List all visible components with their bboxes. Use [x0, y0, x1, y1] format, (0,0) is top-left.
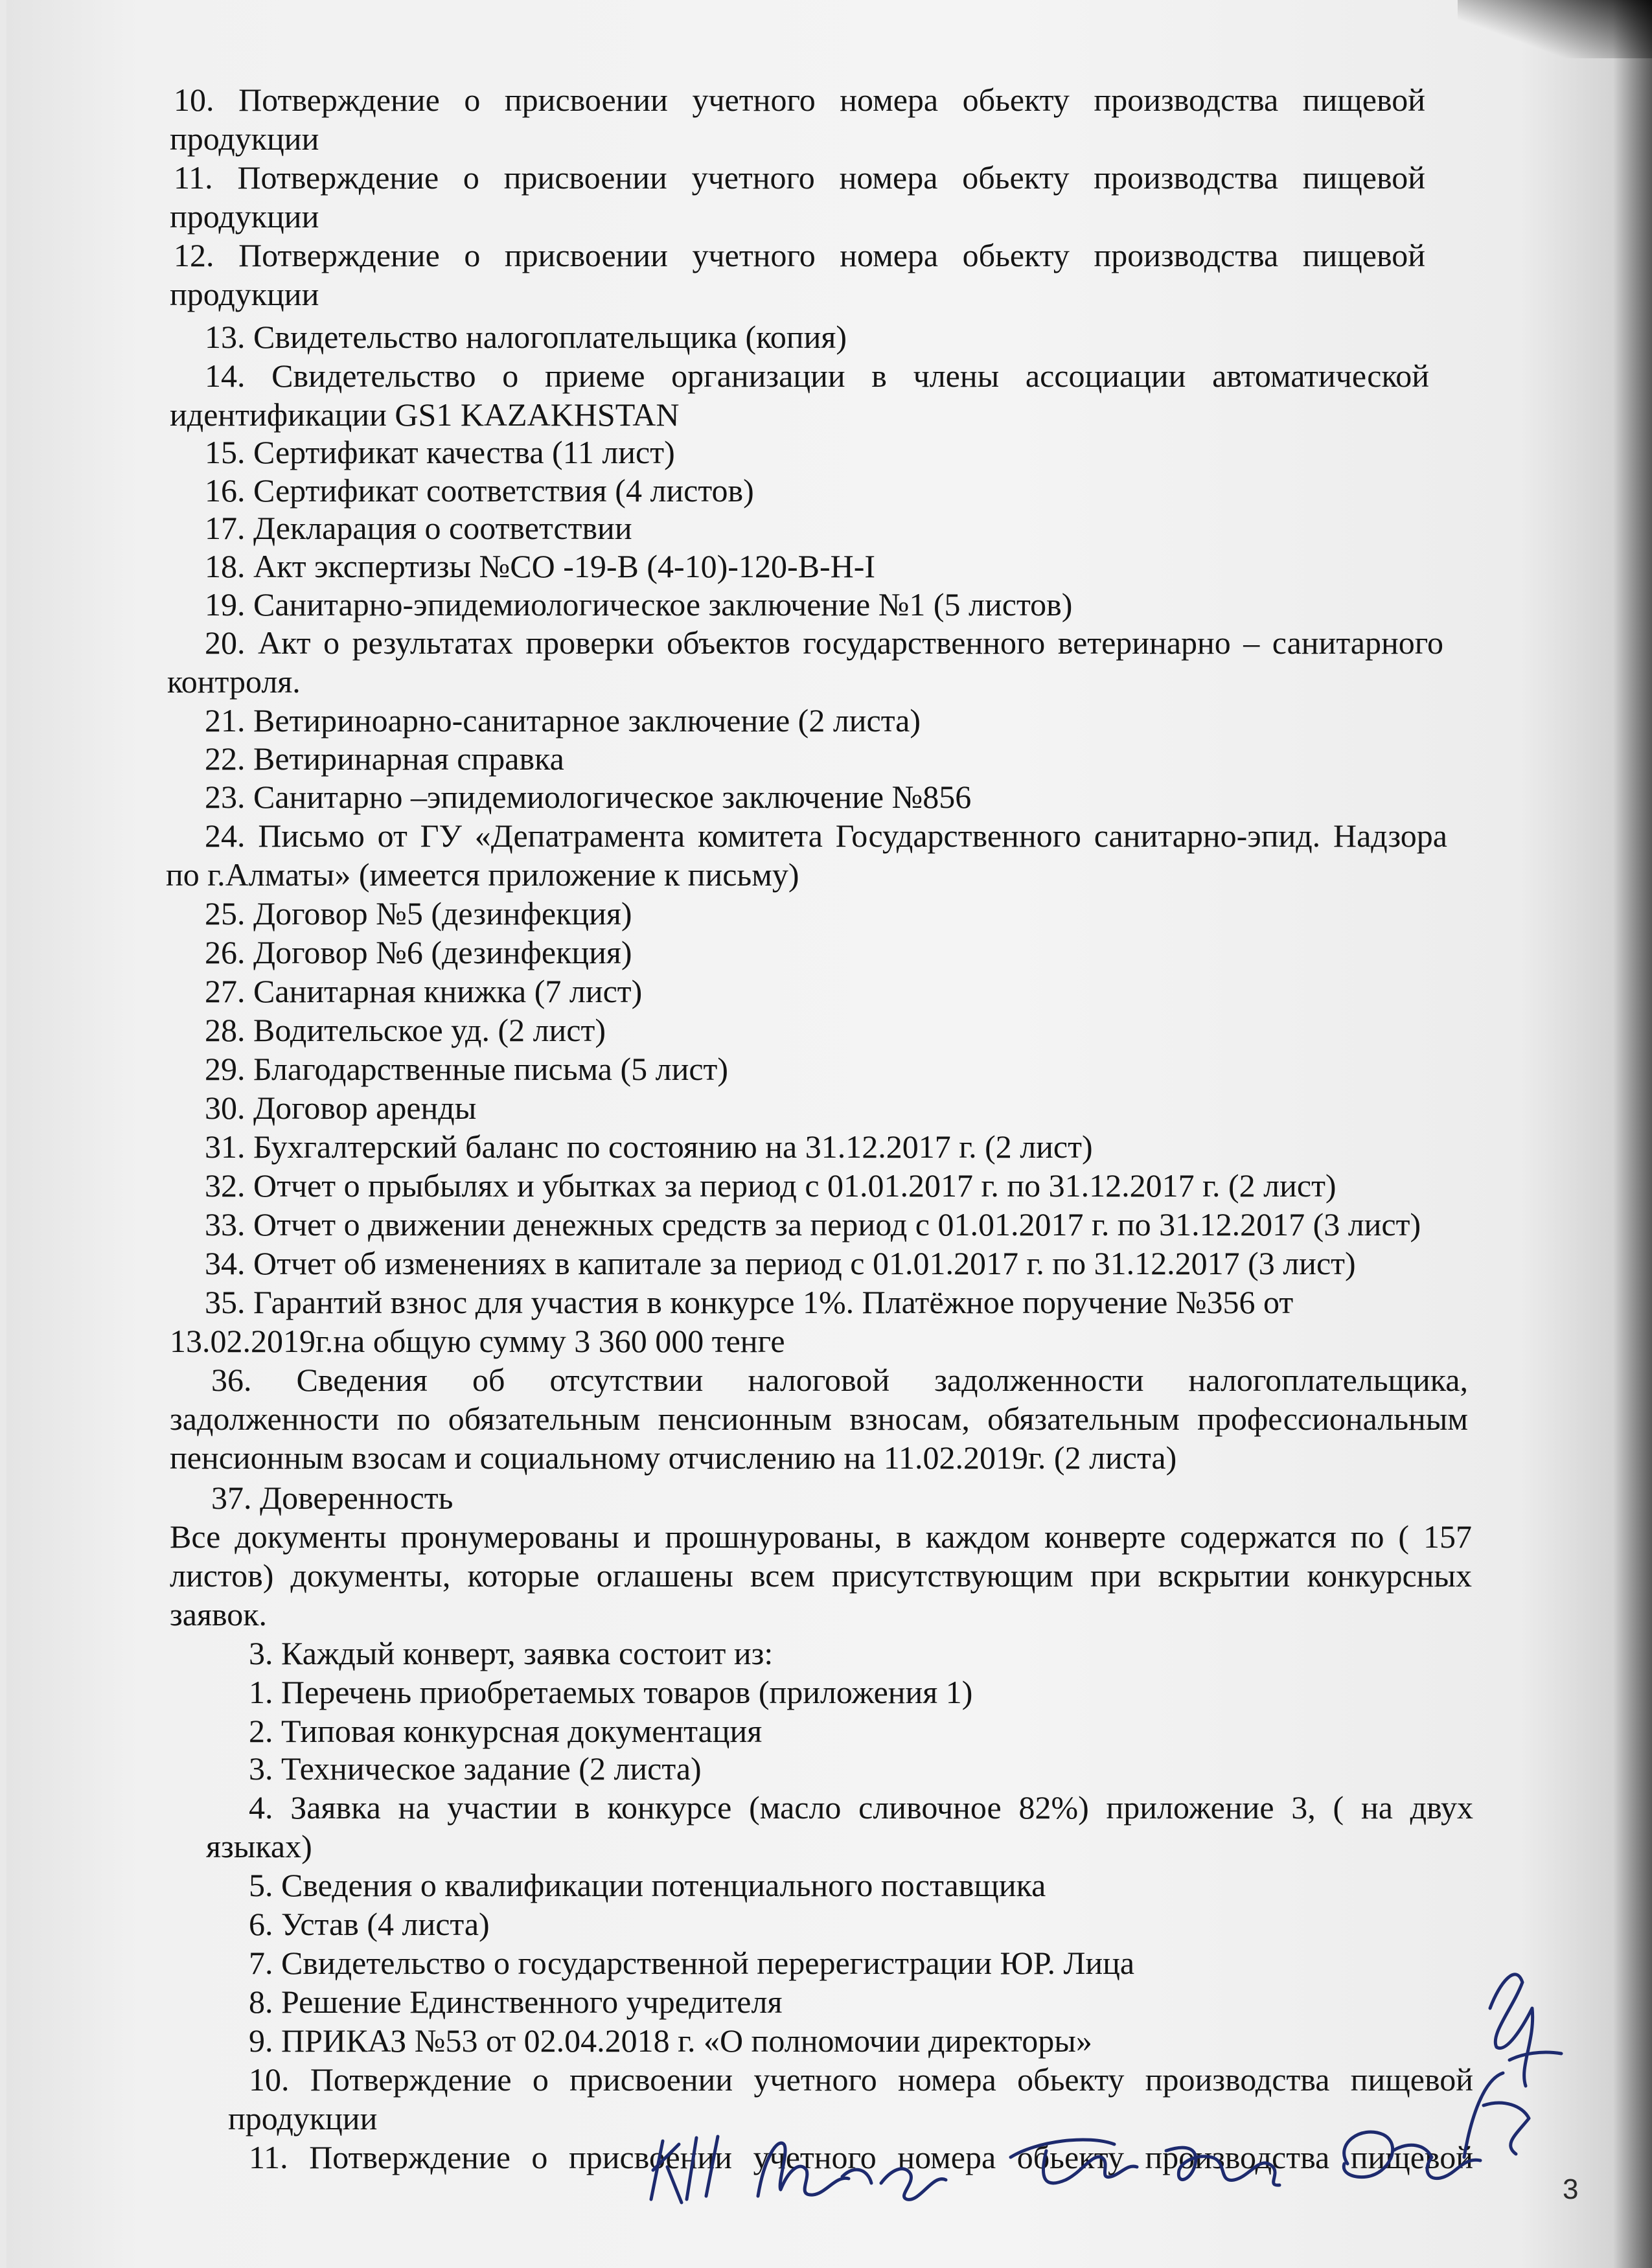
- doc-line: 13. Свидетельство налогоплательщика (копия): [205, 319, 847, 355]
- doc-line: задолженности по обязательным пенсионным взносам, обязательным профессиональным: [170, 1401, 1468, 1437]
- doc-line: 29. Благодарственные письма (5 лист): [205, 1051, 729, 1087]
- doc-line: 15. Сертификат качества (11 лист): [205, 434, 675, 470]
- doc-line: продукции: [170, 276, 319, 312]
- doc-line: 21. Ветириноарно-санитарное заключение (2 листа): [205, 702, 921, 739]
- doc-line: идентификации GS1 KAZAKHSTAN: [170, 396, 680, 433]
- doc-line: 36. Сведения об отсутствии налоговой задолженности налогоплательщика,: [211, 1362, 1468, 1398]
- doc-line: 11. Потверждение о присвоении учетного номера обьекту производства пищевой: [249, 2139, 1473, 2175]
- doc-line: 20. Акт о результатах проверки объектов государственного ветеринарно – санитарного: [205, 624, 1443, 661]
- doc-line: 30. Договор аренды: [205, 1090, 477, 1126]
- doc-line: 17. Декларация о соответствии: [205, 510, 632, 546]
- doc-line: 11. Потверждение о присвоении учетного номера обьекту производства пищевой: [174, 159, 1425, 196]
- doc-line: языках): [206, 1828, 312, 1864]
- doc-line: 3. Каждый конверт, заявка состоит из:: [249, 1635, 774, 1671]
- doc-line: 3. Техническое задание (2 листа): [249, 1750, 702, 1787]
- doc-line: по г.Алматы» (имеется приложение к письму): [166, 856, 799, 893]
- doc-line: 10. Потверждение о присвоении учетного номера обьекту производства пищевой: [174, 82, 1425, 118]
- doc-line: 4. Заявка на участии в конкурсе (масло сливочное 82%) приложение 3, ( на двух: [249, 1789, 1473, 1826]
- doc-line: 19. Санитарно-эпидемиологическое заключение №1 (5 листов): [205, 586, 1073, 623]
- doc-line: листов) документы, которые оглашены всем присутствующим при вскрытии конкурсных: [170, 1557, 1472, 1594]
- doc-line: Все документы пронумерованы и прошнурованы, в каждом конверте содержатся по ( 157: [170, 1518, 1472, 1555]
- doc-line: продукции: [170, 120, 319, 157]
- doc-line: продукции: [170, 198, 319, 235]
- doc-line: 2. Типовая конкурсная документация: [249, 1713, 763, 1749]
- doc-line: контроля.: [167, 663, 301, 700]
- doc-line: 25. Договор №5 (дезинфекция): [205, 895, 632, 932]
- doc-line: 10. Потверждение о присвоении учетного номера обьекту производства пищевой: [249, 2061, 1473, 2098]
- doc-line: 37. Доверенность: [211, 1480, 453, 1516]
- doc-line: продукции: [228, 2100, 378, 2136]
- doc-line: 31. Бухгалтерский баланс по состоянию на 31.12.2017 г. (2 лист): [205, 1128, 1093, 1165]
- doc-line: 9. ПРИКАЗ №53 от 02.04.2018 г. «О полномочии директоры»: [249, 2022, 1092, 2059]
- doc-line: 24. Письмо от ГУ «Депатрамента комитета Государственного санитарно-эпид. Надзора: [205, 818, 1447, 854]
- doc-line: 26. Договор №6 (дезинфекция): [205, 934, 632, 970]
- doc-line: пенсионным взосам и социальному отчислению на 11.02.2019г. (2 листа): [170, 1439, 1177, 1476]
- doc-line: 5. Сведения о квалификации потенциального поставщика: [249, 1867, 1046, 1903]
- doc-line: 33. Отчет о движении денежных средств за период с 01.01.2017 г. по 31.12.2017 (3 лист): [205, 1206, 1421, 1243]
- doc-line: 32. Отчет о прыбылях и убытках за период с 01.01.2017 г. по 31.12.2017 г. (2 лист): [205, 1167, 1337, 1204]
- doc-line: 1. Перечень приобретаемых товаров (приложения 1): [249, 1674, 973, 1710]
- doc-line: заявок.: [170, 1596, 267, 1632]
- doc-line: 27. Санитарная книжка (7 лист): [205, 973, 643, 1009]
- doc-line: 8. Решение Единственного учредителя: [249, 1984, 783, 2020]
- doc-line: 6. Устав (4 листа): [249, 1906, 490, 1942]
- doc-line: 16. Сертификат соответствия (4 листов): [205, 472, 754, 509]
- doc-line: 18. Акт экспертизы №СО -19-В (4-10)-120-В-Н-I: [205, 548, 876, 584]
- doc-line: 22. Ветиринарная справка: [205, 740, 564, 777]
- doc-line: 34. Отчет об изменениях в капитале за период с 01.01.2017 г. по 31.12.2017 (3 лист): [205, 1245, 1356, 1281]
- doc-line: 12. Потверждение о присвоении учетного номера обьекту производства пищевой: [174, 237, 1425, 273]
- doc-line: 7. Свидетельство о государственной перерегистрации ЮР. Лица: [249, 1945, 1135, 1981]
- doc-line: 23. Санитарно –эпидемиологическое заключение №856: [205, 779, 972, 815]
- doc-line: 35. Гарантий взнос для участия в конкурсе 1%. Платёжное поручение №356 от: [205, 1284, 1294, 1320]
- page-number: 3: [1563, 2173, 1579, 2205]
- doc-line: 14. Свидетельство о приеме организации в члены ассоциации автоматической: [205, 358, 1429, 394]
- doc-line: 13.02.2019г.на общую сумму 3 360 000 тенге: [170, 1323, 785, 1359]
- doc-line: 28. Водительское уд. (2 лист): [205, 1012, 606, 1048]
